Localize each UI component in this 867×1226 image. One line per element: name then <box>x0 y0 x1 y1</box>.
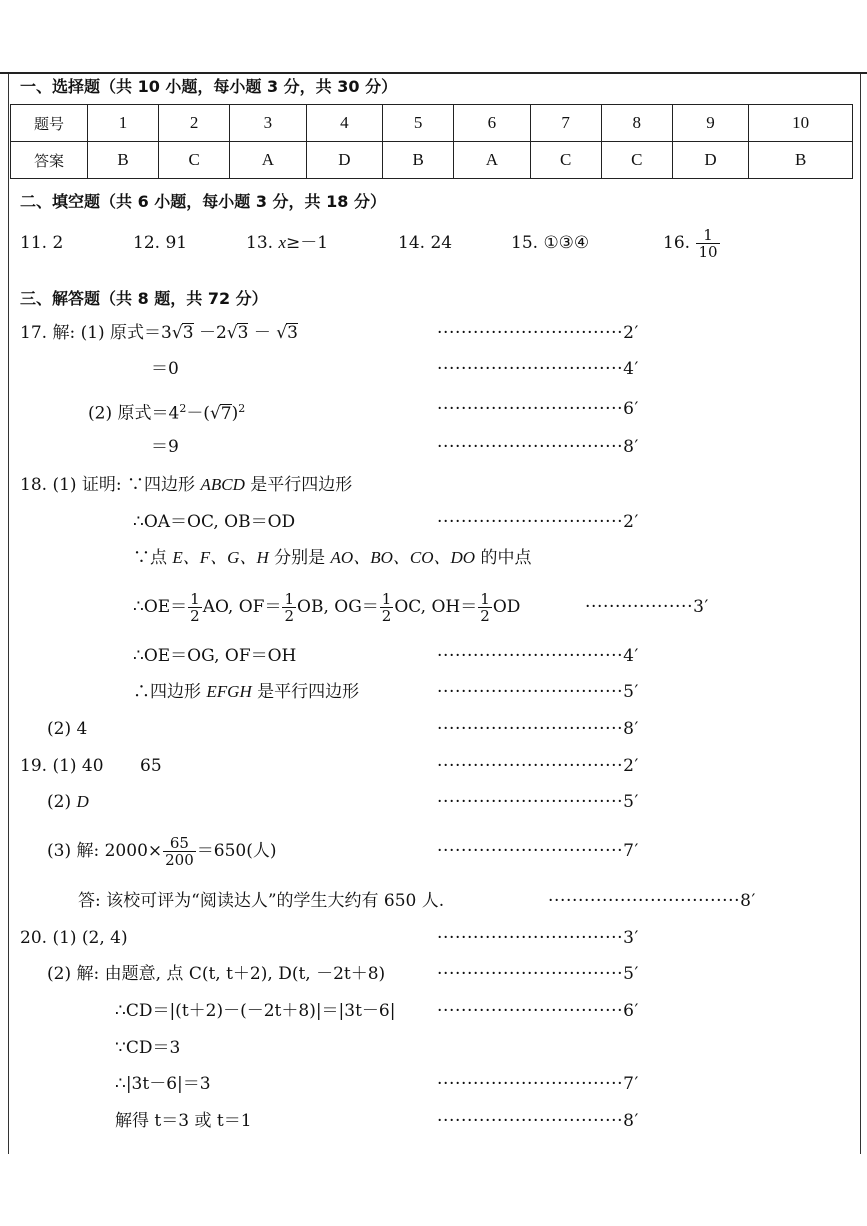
score-leader: ·······························5′ <box>437 964 640 984</box>
q20-line-2: (2) 解: 由题意, 点 C(t, t＋2), D(t, －2t＋8) <box>47 964 386 984</box>
fill-answer-15: 15. ①③④ <box>511 233 590 253</box>
table-cell: 6 <box>454 105 530 142</box>
table-cell: A <box>454 142 530 179</box>
q20-line-3: ∴CD＝|(t＋2)－(－2t＋8)|＝|3t－6| <box>115 1001 396 1021</box>
table-cell: 10 <box>749 105 853 142</box>
q19-line-3: (3) 解: 2000× $\frac{65}{200}$ ＝650(人) <box>47 834 277 869</box>
fill-answer-11: 11. 2 <box>20 233 64 253</box>
q19-line-1-a: 19. (1) 40 <box>20 756 104 776</box>
section-1-heading: 一、选择题（共 10 小题，每小题 3 分，共 30 分） <box>20 77 398 96</box>
q20-line-1: 20. (1) (2, 4) <box>20 928 128 948</box>
table-cell: D <box>672 142 748 179</box>
q18-line-5: ∴OE＝OG, OF＝OH <box>133 646 297 666</box>
q18-line-1: 18. (1) 证明: ∵四边形 ABCD 是平行四边形 <box>20 475 353 495</box>
score-leader: ·······························7′ <box>437 1074 640 1094</box>
score-leader: ·······························6′ <box>437 399 640 419</box>
fill-answer-13: 13. x≥－1 <box>246 233 329 253</box>
table-cell: D <box>306 142 382 179</box>
score-leader: ·······························2′ <box>437 756 640 776</box>
score-leader: ·······························8′ <box>437 437 640 457</box>
q19-line-1-b: 65 <box>140 756 162 776</box>
table-cell: 3 <box>230 105 306 142</box>
q17-line-4: ＝9 <box>151 437 179 457</box>
score-leader: ·······························4′ <box>437 359 640 379</box>
row-label-number: 题号 <box>11 105 88 142</box>
table-cell: C <box>530 142 601 179</box>
table-cell: B <box>88 142 159 179</box>
table-cell: 2 <box>159 105 230 142</box>
score-leader: ·······························2′ <box>437 512 640 532</box>
score-leader: ·······························4′ <box>437 646 640 666</box>
row-label-answer: 答案 <box>11 142 88 179</box>
q18-line-7: (2) 4 <box>47 719 88 739</box>
q19-line-2: (2) D <box>47 792 89 812</box>
score-leader: ·······························7′ <box>437 841 640 861</box>
section-2-heading: 二、填空题（共 6 小题，每小题 3 分，共 18 分） <box>20 192 386 211</box>
table-row-answers <box>11 142 853 179</box>
fill-answer-16: 16. $\frac{1}{10}$ <box>663 226 718 261</box>
table-cell: B <box>749 142 853 179</box>
q19-line-4: 答: 该校可评为“阅读达人”的学生大约有 650 人. <box>78 891 445 911</box>
score-leader: ·······························8′ <box>437 1111 640 1131</box>
table-cell: 7 <box>530 105 601 142</box>
score-leader: ·······························2′ <box>437 323 640 343</box>
fill-answer-12: 12. 91 <box>133 233 188 253</box>
q17-line-2: ＝0 <box>151 359 179 379</box>
q17-line-1: 17. 解: (1) 原式＝3√3 －2√3 － √3 <box>20 323 298 343</box>
table-cell: 1 <box>88 105 159 142</box>
table-cell: 8 <box>601 105 672 142</box>
score-leader: ·······························5′ <box>437 682 640 702</box>
table-cell: B <box>383 142 454 179</box>
score-leader: ·······························8′ <box>437 719 640 739</box>
q20-line-6: 解得 t＝3 或 t＝1 <box>115 1111 252 1131</box>
q20-line-4: ∵CD＝3 <box>115 1038 181 1058</box>
table-cell: C <box>159 142 230 179</box>
table-cell: A <box>230 142 306 179</box>
fill-answer-14: 14. 24 <box>398 233 453 253</box>
section-3-heading: 三、解答题（共 8 题，共 72 分） <box>20 289 268 308</box>
q17-line-3: (2) 原式$=4^2-(√7)^2$ <box>88 402 246 424</box>
q18-line-3: ∵点 E、F、G、H 分别是 AO、BO、CO、DO 的中点 <box>133 548 532 568</box>
score-leader: ································8′ <box>548 891 757 911</box>
score-leader: ·······························5′ <box>437 792 640 812</box>
score-leader: ··················3′ <box>585 597 709 617</box>
q18-line-2: ∴OA＝OC, OB＝OD <box>133 512 296 532</box>
table-cell: C <box>601 142 672 179</box>
table-cell: 4 <box>306 105 382 142</box>
table-cell: 5 <box>383 105 454 142</box>
score-leader: ·······························3′ <box>437 928 640 948</box>
table-cell: 9 <box>672 105 748 142</box>
q18-line-4: ∴OE＝ $\frac{1}{2}$ AO, OF＝ $\frac{1}{2}$ OB, OG＝ $\frac{1}{2}$ OC, OH＝ $\frac{1}{2}$ OD <box>133 590 521 625</box>
table-row-numbers <box>11 105 853 142</box>
score-leader: ·······························6′ <box>437 1001 640 1021</box>
answer-table <box>10 104 853 179</box>
q18-line-6: ∴四边形 EFGH 是平行四边形 <box>133 682 360 702</box>
q20-line-5: ∴|3t－6|＝3 <box>115 1074 211 1094</box>
